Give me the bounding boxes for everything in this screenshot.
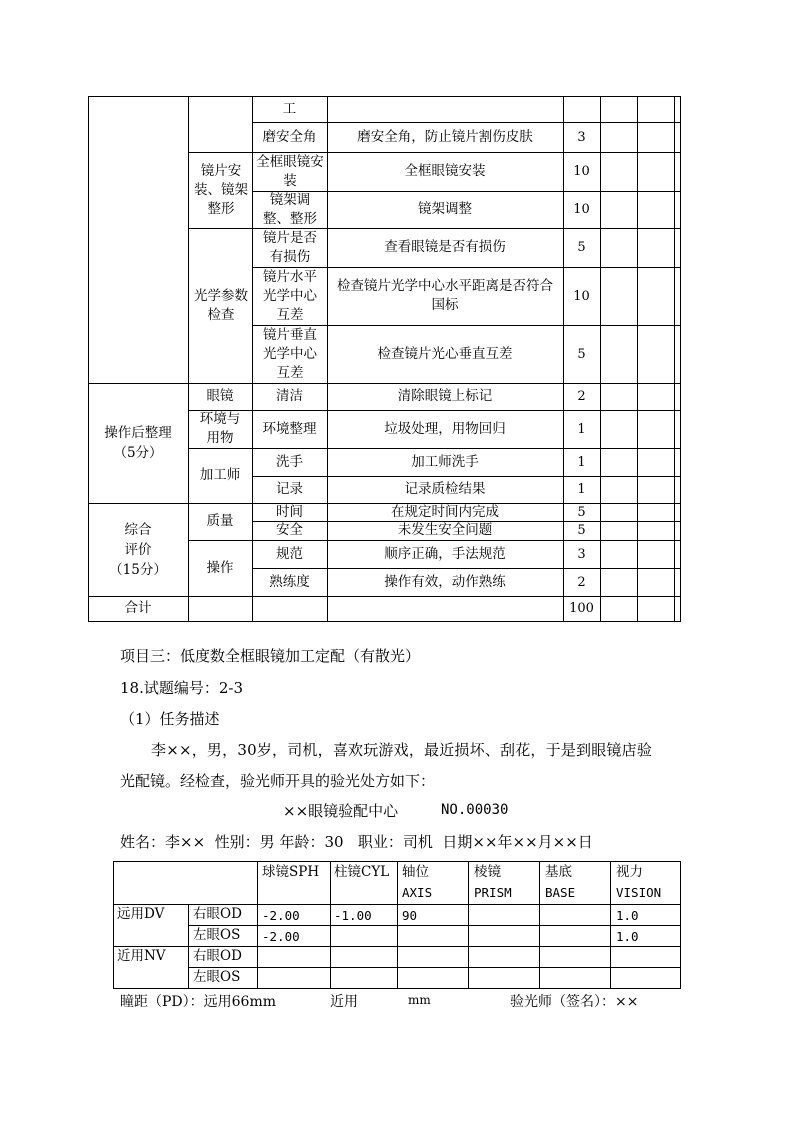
score-cell: 3 xyxy=(577,546,586,562)
group-label: 操作 xyxy=(206,559,234,576)
dv-os-vision: 1.0 xyxy=(616,929,639,944)
item-cell: 镜片垂直光学中心互差 xyxy=(263,326,317,381)
item-cell: 磨安全角 xyxy=(262,128,317,145)
pd-near-label: 近用 xyxy=(330,994,358,1010)
desc-cell: 在规定时间内完成 xyxy=(391,503,499,520)
section-points: （5分） xyxy=(113,445,163,461)
header-vision-cn: 视力 xyxy=(616,864,643,880)
header-base-cn: 基底 xyxy=(545,864,572,880)
header-base-en: BASE xyxy=(545,885,576,900)
score-cell: 1 xyxy=(577,482,586,497)
dv-od-cyl: -1.00 xyxy=(334,908,372,923)
item-cell: 洗手 xyxy=(276,453,303,470)
score-cell: 10 xyxy=(573,164,590,179)
header-prism-cn: 棱镜 xyxy=(474,864,501,880)
desc-cell: 检查镜片光学中心水平距离是否符合国标 xyxy=(337,278,553,313)
distance-label: 远用DV xyxy=(117,906,165,922)
item-cell: 清洁 xyxy=(276,388,303,404)
task-paragraph-line1: 李××，男，30岁，司机，喜欢玩游戏，最近损坏、刮花，于是到眼镜店验 xyxy=(151,741,653,759)
item-cell: 环境整理 xyxy=(262,420,317,437)
total-score: 100 xyxy=(569,601,594,616)
score-cell: 5 xyxy=(577,523,586,538)
header-sph: 球镜SPH xyxy=(262,864,320,880)
item-cell: 工 xyxy=(282,100,297,117)
score-cell: 2 xyxy=(577,574,586,590)
header-vision-en: VISION xyxy=(616,885,662,900)
task-paragraph-line2: 光配镜。经检查，验光师开具的验光处方如下： xyxy=(120,772,436,790)
pd-near-unit: mm xyxy=(408,993,431,1007)
question-number: 18.试题编号：2-3 xyxy=(120,679,244,697)
item-cell: 镜片水平光学中心互差 xyxy=(263,268,317,323)
optometrist-signature: 验光师（签名）：×× xyxy=(510,994,639,1010)
desc-cell: 垃圾处理，用物回归 xyxy=(384,420,506,437)
score-cell: 3 xyxy=(577,129,586,145)
item-cell: 安全 xyxy=(276,522,303,538)
desc-cell: 磨安全角，防止镜片割伤皮肤 xyxy=(357,128,533,145)
score-cell: 5 xyxy=(577,346,586,362)
right-eye-label: 右眼OD xyxy=(193,948,242,964)
header-cyl: 柱镜CYL xyxy=(334,864,390,880)
left-eye-label: 左眼OS xyxy=(193,969,241,985)
item-cell: 全框眼镜安装 xyxy=(256,153,324,189)
header-prism-en: PRISM xyxy=(474,885,512,900)
dv-os-sph: -2.00 xyxy=(262,929,300,944)
desc-cell: 操作有效，动作熟练 xyxy=(384,573,506,590)
score-cell: 2 xyxy=(577,389,586,404)
dv-od-sph: -2.00 xyxy=(262,908,300,923)
center-title: ××眼镜验配中心 xyxy=(283,802,399,820)
desc-cell: 清除眼镜上标记 xyxy=(397,388,493,404)
project-title: 项目三：低度数全框眼镜加工定配（有散光） xyxy=(120,647,421,665)
header-axis-cn: 轴位 xyxy=(402,864,429,880)
desc-cell: 加工师洗手 xyxy=(411,453,479,470)
score-cell: 1 xyxy=(577,421,586,437)
right-eye-label: 右眼OD xyxy=(193,906,242,922)
item-cell: 镜架调整、整形 xyxy=(263,191,317,227)
group-label: 质量 xyxy=(206,513,234,529)
group-label: 镜片安装、镜架整形 xyxy=(194,162,248,217)
group-label: 加工师 xyxy=(199,467,241,483)
dv-od-axis: 90 xyxy=(402,908,418,923)
header-axis-en: AXIS xyxy=(402,885,433,900)
desc-cell: 记录质检结果 xyxy=(404,481,486,497)
score-cell: 5 xyxy=(577,504,586,520)
score-cell: 1 xyxy=(577,454,586,470)
section-title-1: 综合 xyxy=(124,521,152,538)
score-cell: 10 xyxy=(573,202,590,217)
item-cell: 熟练度 xyxy=(269,573,310,590)
near-label: 近用NV xyxy=(117,948,166,964)
prescription-number: NO.00030 xyxy=(441,802,509,818)
desc-cell: 查看眼镜是否有损伤 xyxy=(384,239,506,255)
section-title: 操作后整理 xyxy=(104,425,172,441)
item-cell: 镜片是否有损伤 xyxy=(263,229,317,265)
dv-od-vision: 1.0 xyxy=(616,908,639,923)
section-label xyxy=(88,383,188,503)
item-cell: 时间 xyxy=(276,503,303,520)
score-cell: 5 xyxy=(577,240,586,255)
task-heading: （1）任务描述 xyxy=(120,710,220,728)
desc-cell: 全框眼镜安装 xyxy=(404,163,486,179)
pd-distance: 瞳距（PD）：远用66mm xyxy=(120,994,277,1010)
item-cell: 记录 xyxy=(276,481,303,497)
group-label: 光学参数检查 xyxy=(194,287,248,323)
item-cell: 规范 xyxy=(276,545,303,562)
section-points: （15分） xyxy=(109,561,167,578)
score-cell: 10 xyxy=(573,288,590,304)
desc-cell: 镜架调整 xyxy=(418,201,472,217)
group-label: 环境与用物 xyxy=(199,411,241,446)
left-eye-label: 左眼OS xyxy=(193,927,241,943)
desc-cell: 顺序正确，手法规范 xyxy=(384,545,506,562)
patient-info: 姓名：李×× 性别：男 年龄：30 职业：司机 日期××年××月××日 xyxy=(120,833,593,851)
desc-cell: 未发生安全问题 xyxy=(397,522,493,538)
section-label xyxy=(88,503,188,596)
desc-cell: 检查镜片光心垂直互差 xyxy=(377,345,513,362)
section-title-2: 评价 xyxy=(124,541,152,558)
group-label: 眼镜 xyxy=(206,388,234,404)
total-label: 合计 xyxy=(124,600,152,616)
